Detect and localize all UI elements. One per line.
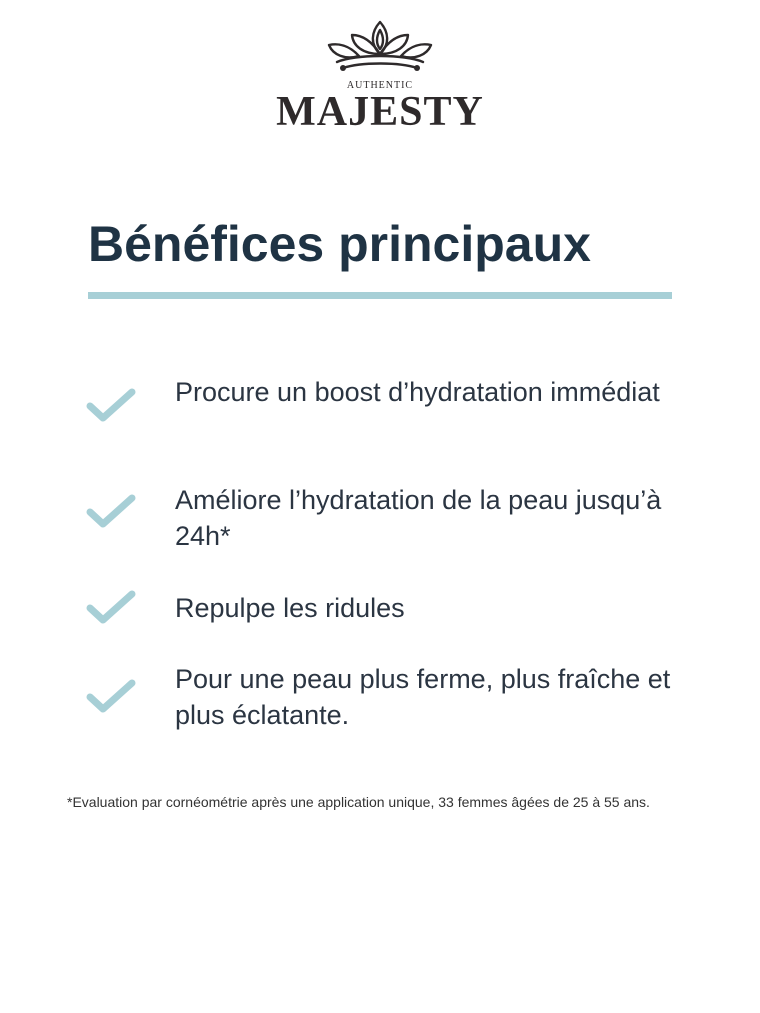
check-icon xyxy=(86,488,136,528)
brand-logo xyxy=(0,18,760,135)
check-icon xyxy=(86,673,136,713)
check-icon xyxy=(86,584,136,624)
benefit-text: Pour une peau plus ferme, plus fraîche et plus éclatante. xyxy=(175,664,671,730)
footnote: *Evaluation par cornéométrie après une application unique, 33 femmes âgées de 25 à 55 ans. xyxy=(67,794,650,810)
check-icon xyxy=(86,382,136,422)
brand-subtitle: AUTHENTIC xyxy=(346,80,414,91)
title-underline xyxy=(88,292,672,299)
brand-name: MAJESTY xyxy=(276,89,484,135)
benefit-text: Améliore l’hydratation de la peau jusqu’à 24h* xyxy=(175,485,662,551)
page-title: Bénéfices principaux xyxy=(88,216,591,272)
benefit-text: Repulpe les ridules xyxy=(175,593,405,623)
benefit-text: Procure un boost d’hydratation immédiat xyxy=(175,377,660,407)
lotus-icon xyxy=(321,18,439,78)
